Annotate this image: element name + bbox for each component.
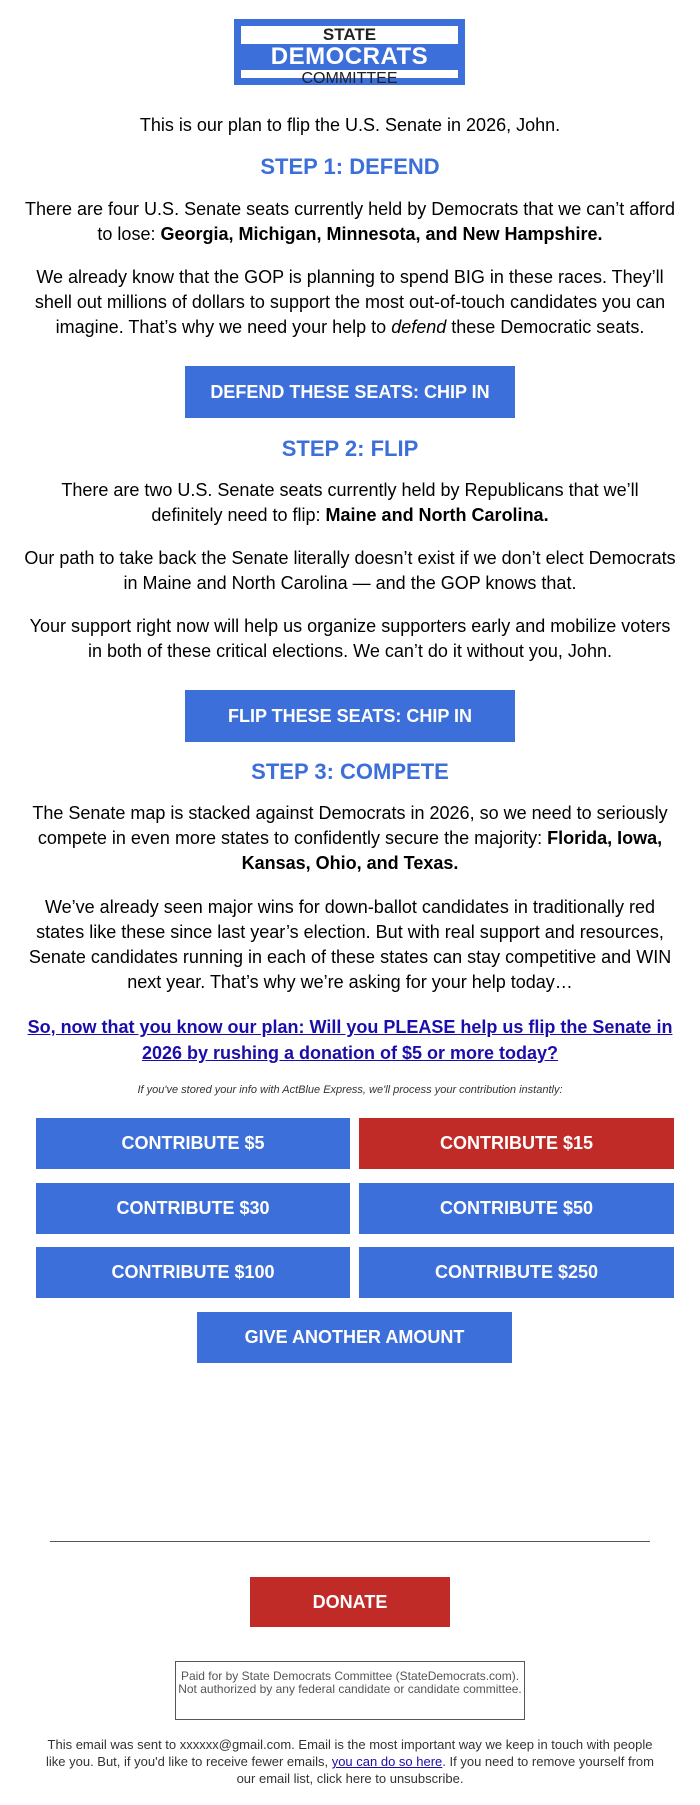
step-2-p1-states: Maine and North Carolina. — [325, 505, 549, 525]
step-1-p2-end: these Democratic seats. — [446, 317, 645, 337]
give-another-amount-button[interactable]: GIVE ANOTHER AMOUNT — [197, 1312, 512, 1363]
contribute-15-button[interactable]: CONTRIBUTE $15 — [359, 1118, 674, 1169]
contribute-100-button[interactable]: CONTRIBUTE $100 — [36, 1247, 350, 1298]
logo-line-3: COMMITTEE — [301, 70, 398, 87]
contribute-250-button[interactable]: CONTRIBUTE $250 — [359, 1247, 674, 1298]
logo-line-1: STATE — [322, 25, 377, 44]
step-2-paragraph-3: Your support right now will help us organize supporters early and mobilize voters in both of these critical elections. We can’t do it without you, John. — [29, 616, 671, 661]
step-2-paragraph-1 — [24, 478, 676, 528]
defend-seats-button[interactable]: DEFEND THESE SEATS: CHIP IN — [185, 366, 515, 418]
contribute-50-button[interactable]: CONTRIBUTE $50 — [359, 1183, 674, 1234]
flip-seats-button[interactable]: FLIP THESE SEATS: CHIP IN — [185, 690, 515, 742]
step-2-p1-text: There are two U.S. Senate seats currently held by Republicans that we’ll definitely need to flip: — [61, 480, 639, 525]
donate-button[interactable]: DONATE — [250, 1577, 450, 1627]
step-2-paragraph-2: Our path to take back the Senate literally doesn’t exist if we don’t elect Democrats in Maine and North Carolina — and the GOP knows that. — [24, 548, 676, 593]
step-3-paragraph-1 — [24, 801, 676, 876]
contribute-5-button[interactable]: CONTRIBUTE $5 — [36, 1118, 350, 1169]
actblue-express-note: If you've stored your info with ActBlue Express, we'll process your contribution instantly: — [137, 1084, 563, 1096]
step-1-p2-emphasis: defend — [391, 317, 447, 337]
step-3-p1-text: The Senate map is stacked against Democrats in 2026, so we need to seriously compete in even more states to confidently secure the majority: — [32, 803, 668, 848]
step-1-p1-states: Georgia, Michigan, Minnesota, and New Hampshire. — [160, 224, 603, 244]
step-3-heading: STEP 3: COMPETE — [251, 759, 449, 784]
contribute-30-button[interactable]: CONTRIBUTE $30 — [36, 1183, 350, 1234]
step-1-p1-text: There are four U.S. Senate seats currently held by Democrats that we can’t afford to lose: — [25, 199, 675, 244]
divider — [50, 1541, 650, 1542]
fewer-emails-link[interactable]: you can do so here — [331, 1754, 443, 1769]
step-1-paragraph-1 — [24, 197, 676, 247]
step-1-p2-text: We already know that the GOP is planning to spend BIG in these races. They’ll shell out millions of dollars to support the most out-of-touch candidates you can imagine. That’s why we need your help to — [34, 267, 666, 337]
paid-for-disclaimer: Paid for by State Democrats Committee (StateDemocrats.com). Not authorized by any federal candidate or candidate committee. — [175, 1661, 525, 1720]
intro-text: This is our plan to flip the U.S. Senate in 2026, John. — [139, 115, 561, 135]
state-democrats-logo — [234, 19, 465, 85]
step-1-heading: STEP 1: DEFEND — [260, 154, 440, 179]
footer-text-start: This email was sent to xxxxxx@gmail.com. Email is the most important way we keep in touch with people like you. But, if you'd like to receive fewer emails, — [45, 1737, 653, 1769]
footer-text-end: . If you need to remove yourself from our email list, click here to unsubscribe. — [236, 1754, 654, 1786]
footer-text — [40, 1736, 660, 1787]
logo-line-2: DEMOCRATS — [234, 44, 465, 70]
step-2-heading: STEP 2: FLIP — [281, 436, 419, 461]
donation-ask-link[interactable]: So, now that you know our plan: Will you PLEASE help us flip the Senate in 2026 by rushing a donation of $5 or more today? — [27, 1017, 673, 1063]
step-1-paragraph-2 — [24, 265, 676, 340]
step-3-paragraph-2: We’ve already seen major wins for down-ballot candidates in traditionally red states like these since last year’s election. But with real support and resources, Senate candidates running in each of these states can stay competitive and WIN next year. That’s why we’re asking for your help today… — [28, 897, 672, 992]
step-3-p1-states: Florida, Iowa, Kansas, Ohio, and Texas. — [241, 828, 663, 873]
